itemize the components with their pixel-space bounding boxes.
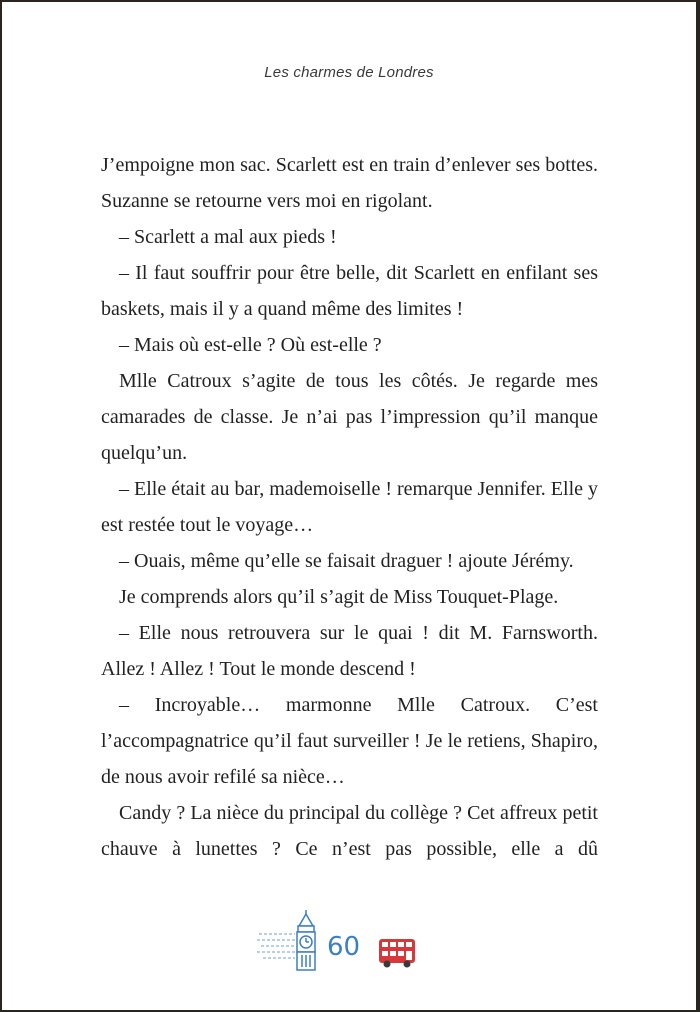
running-head: Les charmes de Londres: [264, 64, 434, 81]
paragraph: Mlle Catroux s’agite de tous les côtés. Je regarde mes camarades de classe. Je n’ai pas l’impression qu’il manque quelqu’un.: [101, 370, 598, 464]
paragraph: Candy ? La nièce du principal du collège ? Cet affreux petit chauve à lunettes ? Ce n’est pas possible, elle a dû: [101, 802, 598, 860]
paragraph: – Ouais, même qu’elle se faisait draguer ! ajoute Jérémy.: [119, 550, 574, 572]
book-page: [2, 2, 696, 1010]
paragraph: J’empoigne mon sac. Scarlett est en train d’enlever ses bottes. Suzanne se retourne vers moi en rigolant.: [101, 154, 598, 212]
paragraph: – Mais où est-elle ? Où est-elle ?: [119, 334, 382, 356]
paragraph: – Incroyable… marmonne Mlle Catroux. C’est l’accompagnatrice qu’il faut surveiller ! Je le retiens, Shapiro, de nous avoir refilé sa nièce…: [101, 694, 598, 788]
page-number: 60: [327, 932, 361, 962]
paragraph: – Elle était au bar, mademoiselle ! remarque Jennifer. Elle y est restée tout le voyage…: [101, 478, 599, 536]
double-decker-bus-icon: [378, 937, 416, 969]
page-footer: [2, 910, 696, 970]
paragraph: Je comprends alors qu’il s’agit de Miss Touquet-Plage.: [119, 586, 559, 608]
body-text: [101, 147, 598, 867]
big-ben-icon: [291, 910, 321, 972]
paragraph: – Il faut souffrir pour être belle, dit Scarlett en enfilant ses baskets, mais il y a quand même des limites !: [101, 262, 598, 320]
paragraph: – Scarlett a mal aux pieds !: [119, 226, 337, 248]
paragraph: – Elle nous retrouvera sur le quai ! dit M. Farnsworth. Allez ! Allez ! Tout le monde descend !: [101, 622, 598, 680]
